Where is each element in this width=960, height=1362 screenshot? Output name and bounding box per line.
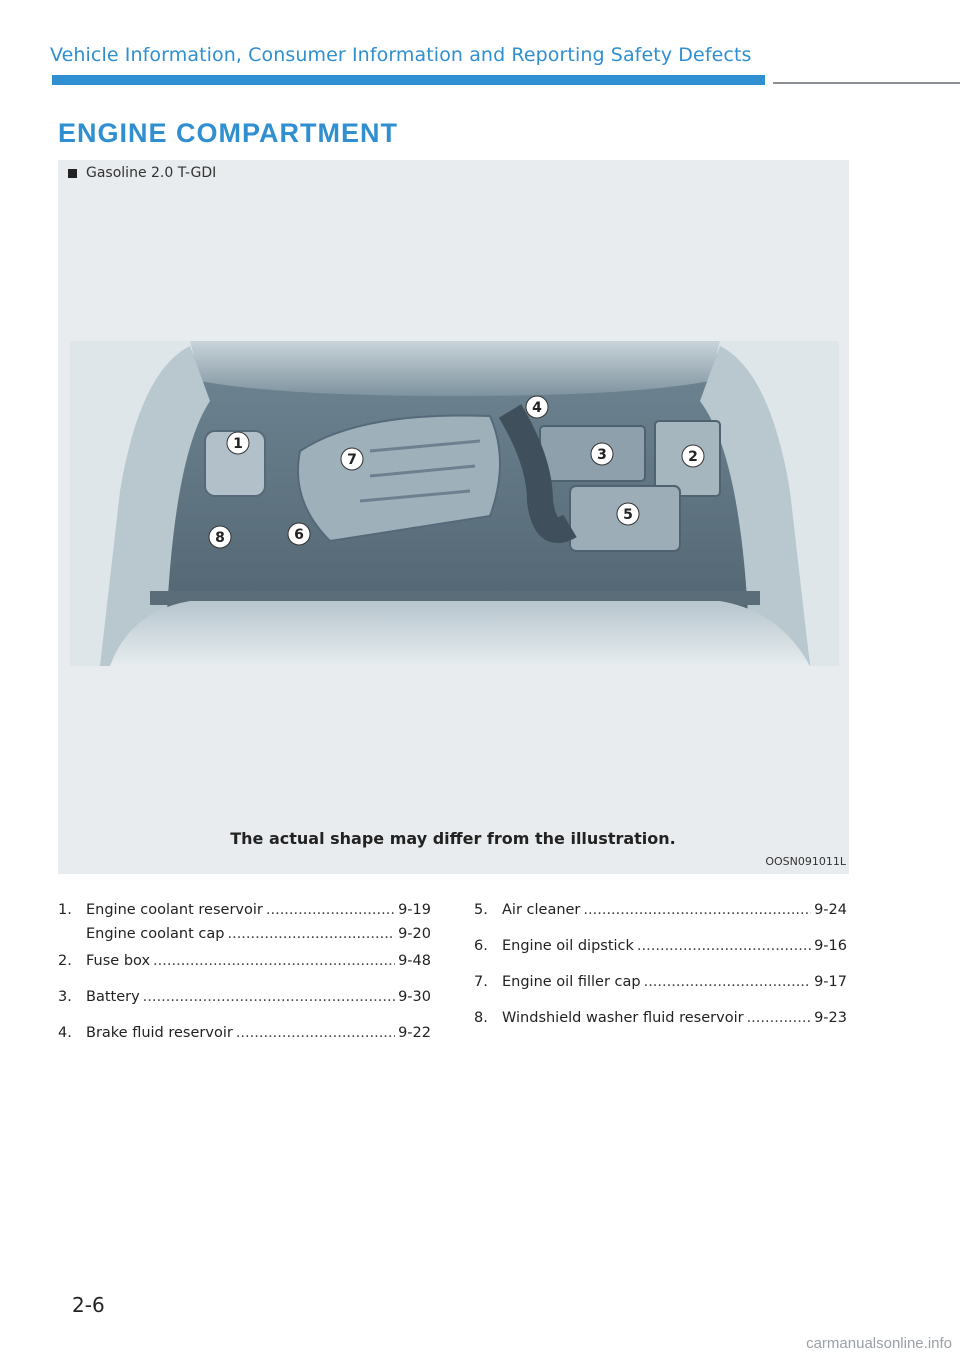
item-number: 6. bbox=[474, 938, 488, 954]
list-item bbox=[58, 953, 431, 989]
svg-text:2: 2 bbox=[688, 449, 698, 465]
page-title: ENGINE COMPARTMENT bbox=[58, 118, 398, 148]
variant-label: Gasoline 2.0 T-GDI bbox=[86, 165, 217, 181]
item-page-ref: 9-19 bbox=[398, 902, 431, 918]
svg-text:6: 6 bbox=[294, 527, 304, 543]
leader-dots bbox=[266, 902, 395, 918]
item-page-ref: 9-30 bbox=[398, 989, 431, 1005]
item-page-ref: 9-22 bbox=[398, 1025, 431, 1041]
item-label: Fuse box bbox=[86, 953, 151, 969]
leader-dots bbox=[637, 938, 811, 954]
callout-6 bbox=[288, 523, 310, 545]
item-page-ref: 9-23 bbox=[814, 1010, 847, 1026]
figure-disclaimer: The actual shape may differ from the illustration. bbox=[230, 829, 676, 848]
item-page-ref: 9-20 bbox=[398, 926, 431, 942]
list-item bbox=[58, 926, 431, 953]
list-item bbox=[474, 1010, 847, 1046]
header-accent-bar bbox=[52, 75, 765, 85]
callout-4 bbox=[526, 396, 548, 418]
item-number: 2. bbox=[58, 953, 72, 969]
leader-dots bbox=[747, 1010, 812, 1026]
component-list-right bbox=[474, 902, 847, 1046]
leader-dots bbox=[236, 1025, 395, 1041]
item-number: 3. bbox=[58, 989, 72, 1005]
section-header-title: Vehicle Information, Consumer Information and Reporting Safety Defects bbox=[50, 44, 752, 66]
item-number: 8. bbox=[474, 1010, 488, 1026]
item-number: 4. bbox=[58, 1025, 72, 1041]
callout-3 bbox=[591, 443, 613, 465]
item-page-ref: 9-17 bbox=[814, 974, 847, 990]
item-page-ref: 9-48 bbox=[398, 953, 431, 969]
component-list-left bbox=[58, 902, 431, 1061]
svg-text:4: 4 bbox=[532, 400, 542, 416]
item-number: 7. bbox=[474, 974, 488, 990]
square-bullet-icon bbox=[68, 169, 77, 178]
item-label: Windshield washer fluid reservoir bbox=[502, 1010, 744, 1026]
header-rule bbox=[773, 82, 960, 84]
leader-dots bbox=[143, 989, 395, 1005]
item-label: Brake fluid reservoir bbox=[86, 1025, 233, 1041]
engine-compartment-illustration bbox=[70, 341, 839, 666]
watermark: carmanualsonline.info bbox=[806, 1335, 952, 1352]
item-label: Engine coolant reservoir bbox=[86, 902, 263, 918]
leader-dots bbox=[227, 926, 395, 942]
item-number: 1. bbox=[58, 902, 72, 918]
svg-text:3: 3 bbox=[597, 447, 607, 463]
item-page-ref: 9-24 bbox=[814, 902, 847, 918]
list-item bbox=[58, 1025, 431, 1061]
leader-dots bbox=[644, 974, 811, 990]
item-label: Engine coolant cap bbox=[86, 926, 225, 942]
callout-1 bbox=[227, 432, 249, 454]
svg-text:8: 8 bbox=[215, 530, 225, 546]
callout-5 bbox=[617, 503, 639, 525]
figure-code: OOSN091011L bbox=[765, 855, 846, 868]
list-item bbox=[474, 938, 847, 974]
leader-dots bbox=[153, 953, 395, 969]
item-label: Engine oil filler cap bbox=[502, 974, 641, 990]
item-label: Air cleaner bbox=[502, 902, 581, 918]
callout-2 bbox=[682, 445, 704, 467]
item-label: Engine oil dipstick bbox=[502, 938, 634, 954]
svg-text:5: 5 bbox=[623, 507, 633, 523]
svg-text:1: 1 bbox=[233, 436, 243, 452]
figure-variant bbox=[68, 165, 216, 181]
list-item bbox=[474, 902, 847, 938]
callout-8 bbox=[209, 526, 231, 548]
callout-7 bbox=[341, 448, 363, 470]
svg-text:7: 7 bbox=[347, 452, 357, 468]
item-label: Battery bbox=[86, 989, 140, 1005]
list-item bbox=[58, 989, 431, 1025]
leader-dots bbox=[583, 902, 811, 918]
page-number: 2-6 bbox=[72, 1293, 105, 1317]
item-page-ref: 9-16 bbox=[814, 938, 847, 954]
item-number: 5. bbox=[474, 902, 488, 918]
list-item bbox=[474, 974, 847, 1010]
